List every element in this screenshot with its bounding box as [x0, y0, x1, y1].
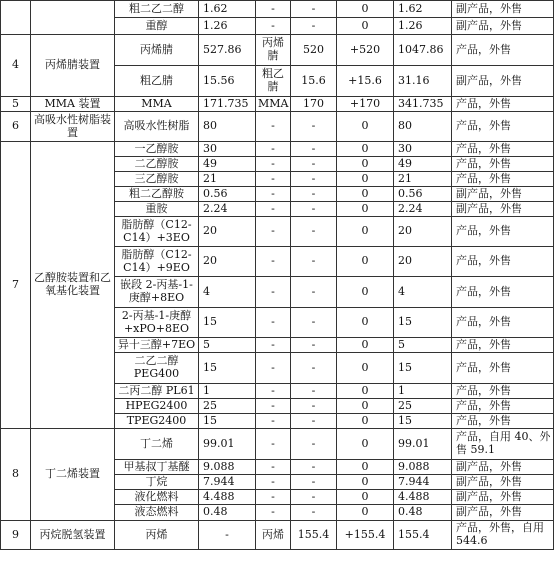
total-value: 1.62 — [394, 1, 452, 18]
product-name: 丁二烯 — [115, 429, 199, 460]
change-value: 0 — [337, 202, 394, 217]
total-value: 0.56 — [394, 187, 452, 202]
raw-quantity: 170 — [291, 97, 337, 112]
product-use: 副产品，外售 — [452, 475, 554, 490]
raw-quantity: - — [291, 172, 337, 187]
total-value: 1047.86 — [394, 35, 452, 66]
raw-material: MMA — [256, 97, 291, 112]
product-name: 丙烯腈 — [115, 35, 199, 66]
product-use: 产品，外售 — [452, 157, 554, 172]
product-use: 副产品，外售 — [452, 66, 554, 97]
product-name: 脂肪醇（C12-C14）+9EO — [115, 247, 199, 277]
capacity-value: 20 — [199, 247, 256, 277]
total-value: 5 — [394, 338, 452, 353]
raw-quantity: - — [291, 202, 337, 217]
raw-material: - — [256, 1, 291, 18]
raw-material: - — [256, 353, 291, 384]
raw-quantity: - — [291, 353, 337, 384]
capacity-value: 15 — [199, 353, 256, 384]
product-name: HPEG2400 — [115, 399, 199, 414]
total-value: 15 — [394, 308, 452, 338]
product-use: 产品，外售 — [452, 172, 554, 187]
product-name: 重醇 — [115, 18, 199, 35]
total-value: 15 — [394, 414, 452, 429]
capacity-value: 15.56 — [199, 66, 256, 97]
product-name: 一乙醇胺 — [115, 142, 199, 157]
capacity-value: 20 — [199, 217, 256, 247]
total-value: 20 — [394, 217, 452, 247]
row-number: 9 — [1, 521, 31, 550]
total-value: 7.944 — [394, 475, 452, 490]
raw-material: - — [256, 18, 291, 35]
change-value: 0 — [337, 172, 394, 187]
table-row — [1, 97, 554, 112]
raw-quantity: - — [291, 142, 337, 157]
change-value: +15.6 — [337, 66, 394, 97]
raw-material: - — [256, 505, 291, 521]
raw-material: - — [256, 475, 291, 490]
raw-quantity: - — [291, 18, 337, 35]
raw-material: - — [256, 308, 291, 338]
raw-quantity: - — [291, 490, 337, 505]
change-value: 0 — [337, 399, 394, 414]
product-use: 产品，外售 — [452, 97, 554, 112]
total-value: 1 — [394, 384, 452, 399]
product-name: 液化燃料 — [115, 490, 199, 505]
raw-quantity: - — [291, 338, 337, 353]
product-use: 产品，自用 40、外售 59.1 — [452, 429, 554, 460]
change-value: 0 — [337, 112, 394, 142]
raw-quantity: - — [291, 460, 337, 475]
capacity-value: 15 — [199, 414, 256, 429]
capacity-value: 25 — [199, 399, 256, 414]
raw-material: 粗乙腈 — [256, 66, 291, 97]
capacity-value: 99.01 — [199, 429, 256, 460]
raw-material: - — [256, 172, 291, 187]
raw-material: 丙烯 — [256, 521, 291, 550]
product-use: 产品，外售 — [452, 112, 554, 142]
capacity-value: 1.26 — [199, 18, 256, 35]
raw-quantity: 520 — [291, 35, 337, 66]
unit-name: 丙烷脱氢装置 — [31, 521, 115, 550]
capacity-value: 0.48 — [199, 505, 256, 521]
capacity-value: 5 — [199, 338, 256, 353]
total-value: 341.735 — [394, 97, 452, 112]
product-name: 粗乙腈 — [115, 66, 199, 97]
raw-quantity: 15.6 — [291, 66, 337, 97]
product-use: 副产品，外售 — [452, 1, 554, 18]
raw-quantity: 155.4 — [291, 521, 337, 550]
raw-material: - — [256, 429, 291, 460]
product-use: 副产品，外售 — [452, 505, 554, 521]
capacity-value: - — [199, 521, 256, 550]
raw-material: - — [256, 460, 291, 475]
capacity-value: 9.088 — [199, 460, 256, 475]
unit-name: 丙烯腈装置 — [31, 35, 115, 97]
total-value: 21 — [394, 172, 452, 187]
product-use: 产品，外售 — [452, 399, 554, 414]
capacity-value: 30 — [199, 142, 256, 157]
change-value: 0 — [337, 247, 394, 277]
total-value: 31.16 — [394, 66, 452, 97]
product-name: 二乙醇胺 — [115, 157, 199, 172]
total-value: 30 — [394, 142, 452, 157]
raw-quantity: - — [291, 384, 337, 399]
change-value: 0 — [337, 142, 394, 157]
table-row — [1, 521, 554, 550]
product-use: 产品，外售 — [452, 308, 554, 338]
capacity-value: 21 — [199, 172, 256, 187]
total-value: 155.4 — [394, 521, 452, 550]
table-row — [1, 1, 554, 18]
product-use: 产品，外售 — [452, 277, 554, 308]
product-name: TPEG2400 — [115, 414, 199, 429]
product-use: 产品，外售 — [452, 414, 554, 429]
total-value: 25 — [394, 399, 452, 414]
product-use: 副产品，外售 — [452, 187, 554, 202]
change-value: +170 — [337, 97, 394, 112]
capacity-value: 2.24 — [199, 202, 256, 217]
total-value: 80 — [394, 112, 452, 142]
change-value: 0 — [337, 429, 394, 460]
raw-quantity: - — [291, 505, 337, 521]
table-row — [1, 35, 554, 66]
raw-quantity: - — [291, 247, 337, 277]
raw-material: - — [256, 277, 291, 308]
total-value: 2.24 — [394, 202, 452, 217]
raw-material: - — [256, 399, 291, 414]
row-number: 7 — [1, 142, 31, 429]
product-name: 二乙二醇 PEG400 — [115, 353, 199, 384]
total-value: 15 — [394, 353, 452, 384]
change-value: 0 — [337, 308, 394, 338]
capacity-value: 171.735 — [199, 97, 256, 112]
product-name: 异十三醇+7EO — [115, 338, 199, 353]
row-number: 4 — [1, 35, 31, 97]
product-use: 产品，外售，自用 544.6 — [452, 521, 554, 550]
product-name: 粗二乙二醇 — [115, 1, 199, 18]
raw-quantity: - — [291, 1, 337, 18]
product-use: 产品，外售 — [452, 338, 554, 353]
capacity-value: 7.944 — [199, 475, 256, 490]
product-name: 液态燃料 — [115, 505, 199, 521]
product-name: 三乙醇胺 — [115, 172, 199, 187]
product-use: 副产品，外售 — [452, 460, 554, 475]
raw-quantity: - — [291, 475, 337, 490]
total-value: 99.01 — [394, 429, 452, 460]
capacity-value: 49 — [199, 157, 256, 172]
product-name: 嵌段 2-丙基-1-庚醇+8EO — [115, 277, 199, 308]
capacity-value: 4.488 — [199, 490, 256, 505]
raw-material: - — [256, 338, 291, 353]
row-number — [1, 1, 31, 35]
change-value: 0 — [337, 490, 394, 505]
change-value: 0 — [337, 414, 394, 429]
capacity-value: 80 — [199, 112, 256, 142]
unit-name — [31, 1, 115, 35]
raw-quantity: - — [291, 399, 337, 414]
product-name: 丙烯 — [115, 521, 199, 550]
raw-material: - — [256, 157, 291, 172]
total-value: 4 — [394, 277, 452, 308]
raw-material: 丙烯腈 — [256, 35, 291, 66]
row-number: 8 — [1, 429, 31, 521]
raw-quantity: - — [291, 112, 337, 142]
change-value: 0 — [337, 18, 394, 35]
raw-quantity: - — [291, 308, 337, 338]
change-value: 0 — [337, 277, 394, 308]
raw-material: - — [256, 142, 291, 157]
raw-material: - — [256, 414, 291, 429]
product-use: 产品，外售 — [452, 217, 554, 247]
product-name: 甲基叔丁基醚 — [115, 460, 199, 475]
unit-name: 高吸水性树脂装置 — [31, 112, 115, 142]
change-value: +520 — [337, 35, 394, 66]
product-name: MMA — [115, 97, 199, 112]
product-use: 副产品，外售 — [452, 202, 554, 217]
product-name: 粗二乙醇胺 — [115, 187, 199, 202]
raw-quantity: - — [291, 187, 337, 202]
product-use: 产品，外售 — [452, 247, 554, 277]
total-value: 4.488 — [394, 490, 452, 505]
unit-name: 乙醇胺装置和乙氧基化装置 — [31, 142, 115, 429]
capacity-value: 4 — [199, 277, 256, 308]
raw-material: - — [256, 490, 291, 505]
table-row — [1, 142, 554, 157]
raw-quantity: - — [291, 414, 337, 429]
unit-name: MMA 装置 — [31, 97, 115, 112]
raw-quantity: - — [291, 157, 337, 172]
change-value: 0 — [337, 475, 394, 490]
change-value: 0 — [337, 384, 394, 399]
product-use: 副产品，外售 — [452, 490, 554, 505]
product-name: 脂肪醇（C12-C14）+3EO — [115, 217, 199, 247]
table-row — [1, 112, 554, 142]
raw-quantity: - — [291, 217, 337, 247]
raw-material: - — [256, 187, 291, 202]
product-use: 产品，外售 — [452, 353, 554, 384]
change-value: 0 — [337, 505, 394, 521]
product-use: 产品，外售 — [452, 142, 554, 157]
capacity-value: 1 — [199, 384, 256, 399]
product-use: 产品，外售 — [452, 35, 554, 66]
raw-quantity: - — [291, 429, 337, 460]
product-name: 丁烷 — [115, 475, 199, 490]
raw-material: - — [256, 112, 291, 142]
unit-name: 丁二烯装置 — [31, 429, 115, 521]
product-use: 产品，外售 — [452, 384, 554, 399]
capacity-value: 0.56 — [199, 187, 256, 202]
total-value: 49 — [394, 157, 452, 172]
total-value: 9.088 — [394, 460, 452, 475]
change-value: 0 — [337, 1, 394, 18]
raw-quantity: - — [291, 277, 337, 308]
change-value: +155.4 — [337, 521, 394, 550]
change-value: 0 — [337, 217, 394, 247]
change-value: 0 — [337, 187, 394, 202]
total-value: 20 — [394, 247, 452, 277]
capacity-value: 527.86 — [199, 35, 256, 66]
total-value: 0.48 — [394, 505, 452, 521]
row-number: 5 — [1, 97, 31, 112]
product-name: 重胺 — [115, 202, 199, 217]
row-number: 6 — [1, 112, 31, 142]
table-row — [1, 429, 554, 460]
capacity-value: 1.62 — [199, 1, 256, 18]
capacity-value: 15 — [199, 308, 256, 338]
raw-material: - — [256, 217, 291, 247]
change-value: 0 — [337, 460, 394, 475]
change-value: 0 — [337, 157, 394, 172]
raw-material: - — [256, 247, 291, 277]
raw-material: - — [256, 384, 291, 399]
product-name: 2-丙基-1-庚醇+xPO+8EO — [115, 308, 199, 338]
total-value: 1.26 — [394, 18, 452, 35]
raw-material: - — [256, 202, 291, 217]
change-value: 0 — [337, 353, 394, 384]
product-name: 二丙二醇 PL61 — [115, 384, 199, 399]
change-value: 0 — [337, 338, 394, 353]
product-use: 副产品，外售 — [452, 18, 554, 35]
product-name: 高吸水性树脂 — [115, 112, 199, 142]
